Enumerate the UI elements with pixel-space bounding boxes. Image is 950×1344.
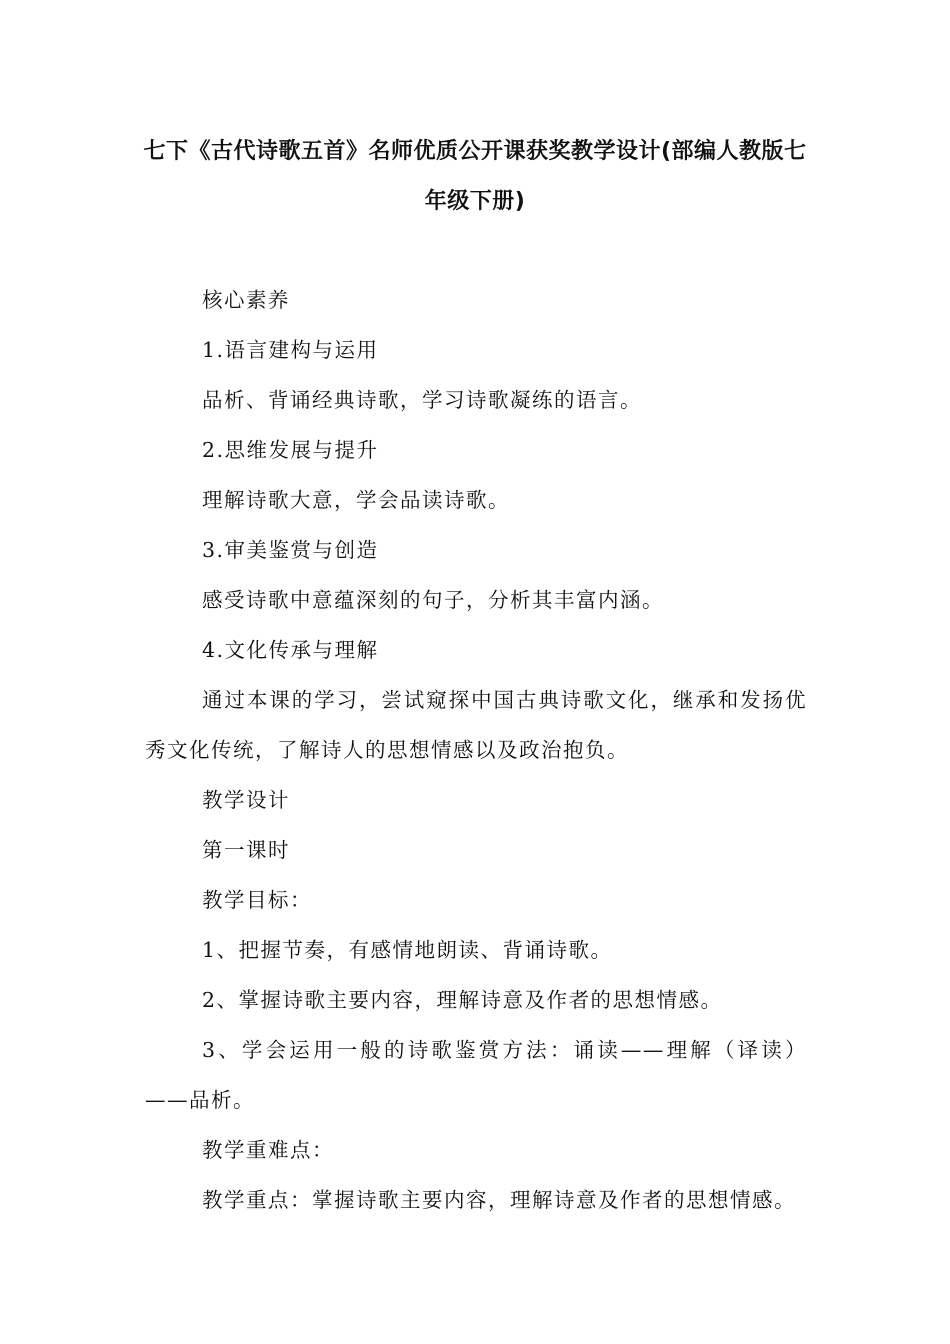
subheading-teaching-goals: 教学目标： [202, 888, 312, 912]
goal-item-1: 1、把握节奏，有感情地朗读、背诵诗歌。 [202, 938, 613, 962]
paragraph-key-points: 教学重点：掌握诗歌主要内容，理解诗意及作者的思想情感。 [202, 1188, 796, 1212]
paragraph-aesthetics: 感受诗歌中意蕴深刻的句子，分析其丰富内涵。 [202, 588, 664, 612]
subheading-first-lesson: 第一课时 [202, 838, 290, 862]
paragraph-culture: 通过本课的学习，尝试窥探中国古典诗歌文化，继承和发扬优秀文化传统，了解诗人的思想情感以及政治抱负。 [145, 688, 807, 762]
subheading-aesthetics: 3.审美鉴赏与创造 [202, 538, 379, 562]
subheading-key-difficulties: 教学重难点： [202, 1138, 334, 1162]
section-heading-teaching-design: 教学设计 [202, 788, 290, 812]
document-title [120, 127, 830, 227]
goal-item-3: 3、学会运用一般的诗歌鉴赏方法：诵读——理解（译读）——品析。 [145, 1038, 807, 1112]
goal-item-2: 2、掌握诗歌主要内容，理解诗意及作者的思想情感。 [202, 988, 723, 1012]
paragraph-thinking: 理解诗歌大意，学会品读诗歌。 [202, 488, 510, 512]
subheading-language: 1.语言建构与运用 [202, 338, 379, 362]
subheading-culture: 4.文化传承与理解 [202, 638, 379, 662]
subheading-thinking: 2.思维发展与提升 [202, 438, 379, 462]
section-heading-core-literacy: 核心素养 [202, 288, 290, 312]
paragraph-language: 品析、背诵经典诗歌，学习诗歌凝练的语言。 [202, 388, 642, 412]
title-line-1: 七下《古代诗歌五首》名师优质公开课获奖教学设计(部编人教版七 [143, 139, 807, 164]
title-line-2: 年级下册) [424, 189, 526, 214]
